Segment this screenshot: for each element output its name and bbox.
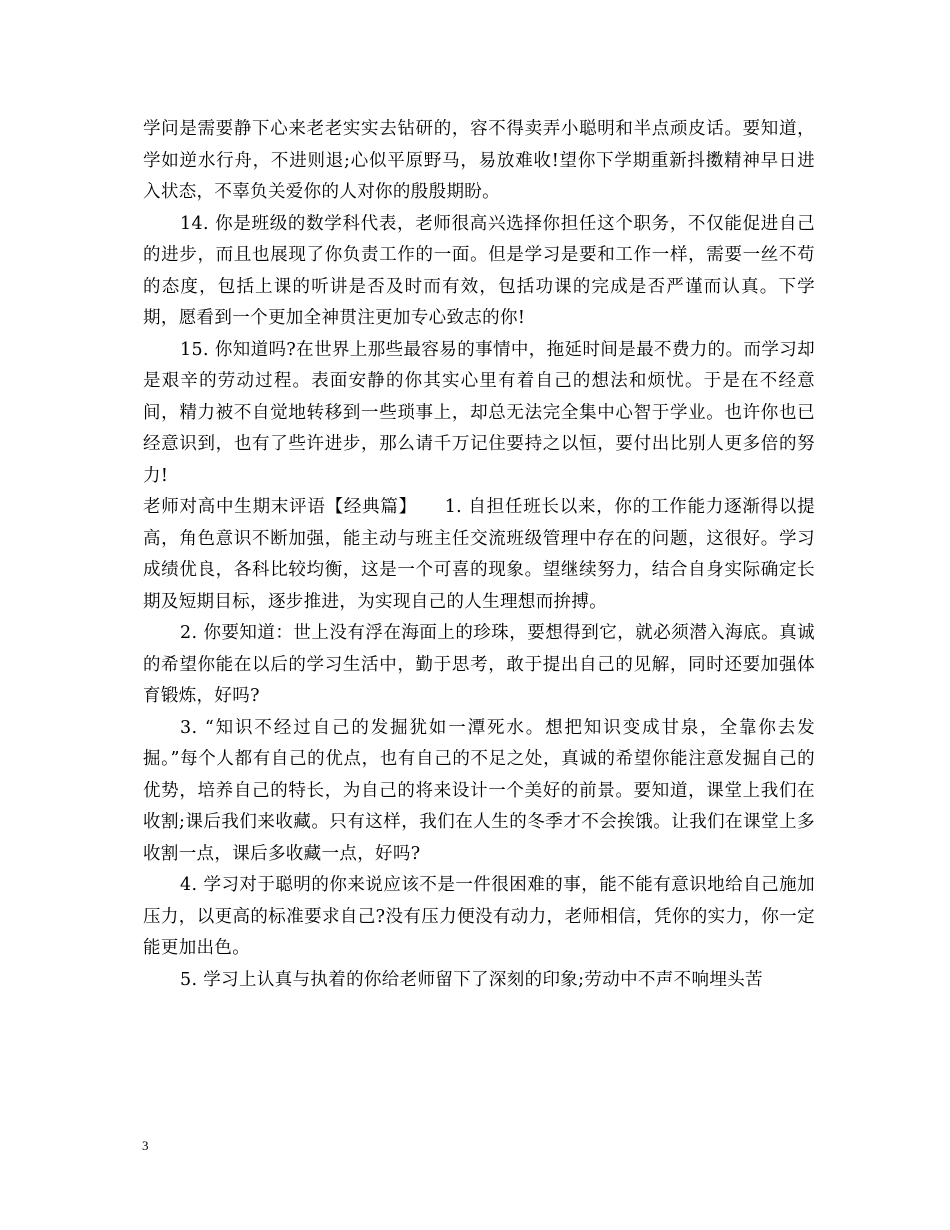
paragraph-comment-3: 3. “知识不经过自己的发掘犹如一潭死水。想把知识变成甘泉，全靠你去发掘。”每个人都有自己的优点，也有自己的不足之处，真诚的希望你能注意发掘自己的优势，培养自己的特长，为自己的将来设计一个美好的前景。要知道，课堂上我们在收割;课后我们来收藏。只有这样，我们在人生的冬季才不会挨饿。让我们在课堂上多收割一点，课后多收藏一点，好吗?: [143, 717, 815, 864]
paragraph-comment-5: 5. 学习上认真与执着的你给老师留下了深刻的印象;劳动中不声不响埋头苦: [180, 969, 763, 990]
paragraph-comment-14: 14. 你是班级的数学科代表，老师很高兴选择你担任这个职务，不仅能促进自己的进步，而且也展现了你负责工作的一面。但是学习是要和工作一样，需要一丝不苟的态度，包括上课的听讲是否及时而有效，包括功课的完成是否严谨而认真。下学期，愿看到一个更加全神贯注更加专心致志的你!: [143, 213, 815, 328]
paragraph-comment-2: 2. 你要知道：世上没有浮在海面上的珍珠，要想得到它，就必须潜入海底。真诚的希望你能在以后的学习生活中，勤于思考，敢于提出自己的见解，同时还要加强体育锻炼，好吗?: [143, 623, 815, 706]
paragraph-section-classic-1: 老师对高中生期末评语【经典篇】 1. 自担任班长以来，你的工作能力逐渐得以提高，角色意识不断加强，能主动与班主任交流班级管理中存在的问题，这很好。学习成绩优良，各科比较均衡，这是一个可喜的现象。望继续努力，结合自身实际确定长期及短期目标，逐步推进，为实现自己的人生理想而拚搏。: [143, 497, 815, 612]
paragraph-continuation: 学问是需要静下心来老老实实去钻研的，容不得卖弄小聪明和半点顽皮话。要知道，学如逆水行舟，不进则退;心似平原野马，易放难收!望你下学期重新抖擞精神早日进入状态，不辜负关爱你的人对你的殷殷期盼。: [143, 119, 815, 202]
document-body: [143, 114, 815, 996]
paragraph-comment-15: 15. 你知道吗?在世界上那些最容易的事情中，拖延时间是最不费力的。而学习却是艰辛的劳动过程。表面安静的你其实心里有着自己的想法和烦忧。于是在不经意间，精力被不自觉地转移到一些琐事上，却总无法完全集中心智于学业。也许你也已经意识到，也有了些许进步，那么请千万记住要持之以恒，要付出比别人更多倍的努力!: [143, 339, 815, 486]
paragraph-comment-4: 4. 学习对于聪明的你来说应该不是一件很困难的事，能不能有意识地给自己施加压力，以更高的标准要求自己?没有压力便没有动力，老师相信，凭你的实力，你一定能更加出色。: [143, 875, 815, 958]
page-number: 3: [142, 1138, 149, 1153]
